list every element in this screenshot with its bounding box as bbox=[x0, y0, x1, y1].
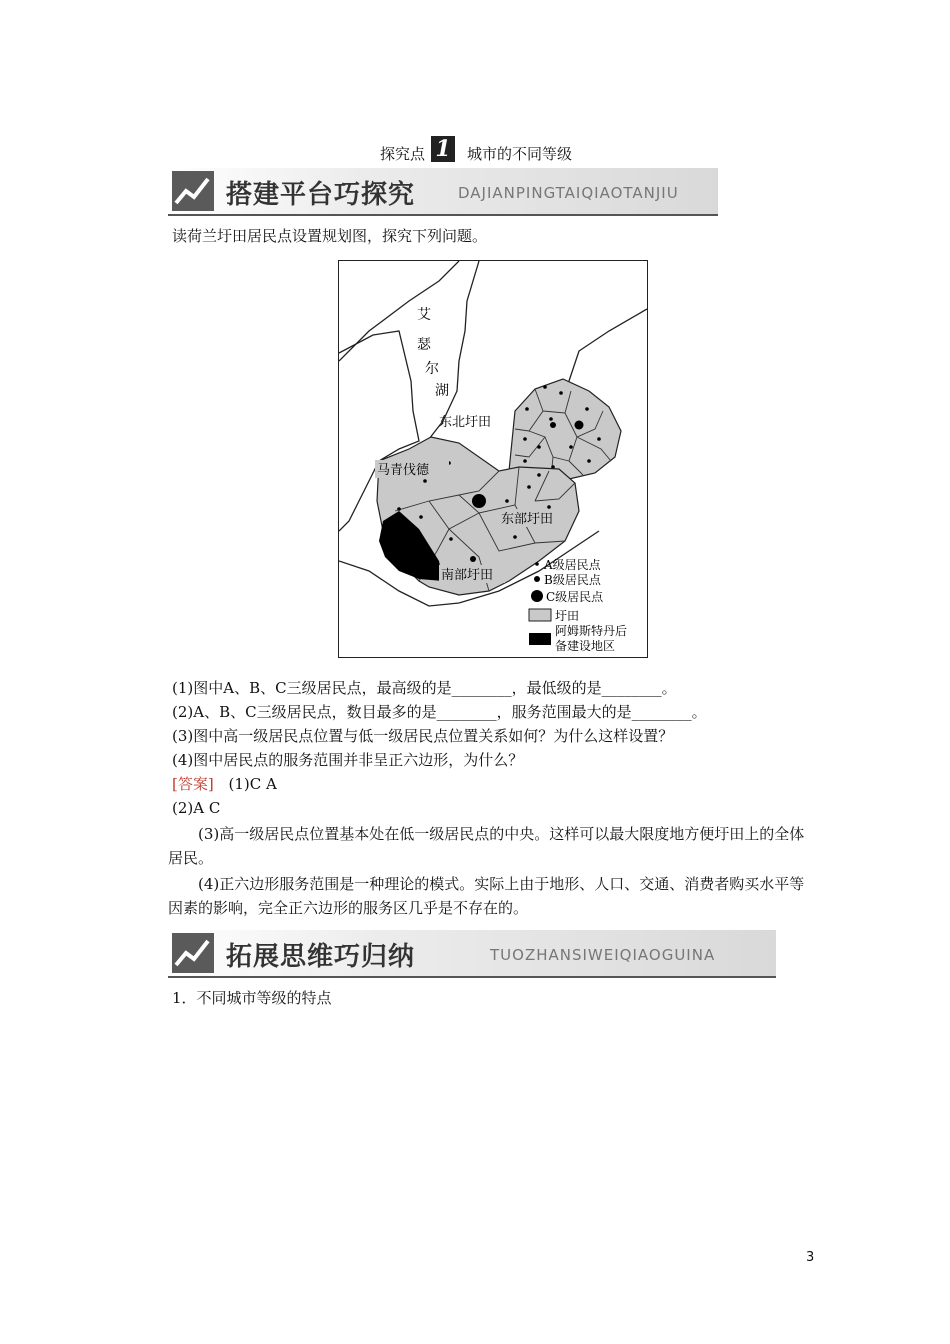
topic-prefix: 探究点 bbox=[380, 144, 426, 163]
legend-c: C级居民点 bbox=[546, 590, 604, 604]
chart-trend-icon bbox=[172, 933, 214, 973]
section-banner-explore bbox=[168, 168, 718, 216]
chart-trend-icon bbox=[172, 171, 214, 211]
map-legend bbox=[529, 557, 627, 653]
lake-char-1: 艾 bbox=[417, 307, 431, 323]
region-label-northeast: 东北圩田 bbox=[439, 415, 492, 430]
region-label-east: 东部圩田 bbox=[501, 512, 554, 527]
answer-1-line bbox=[172, 772, 812, 796]
section-1-heading: 1．不同城市等级的特点 bbox=[172, 989, 332, 1007]
legend-a: A级居民点 bbox=[544, 558, 601, 572]
lake-char-2: 瑟 bbox=[417, 337, 431, 353]
region-label-west: 马青伐德 bbox=[377, 463, 430, 478]
answer-2: (2)A C bbox=[172, 799, 221, 817]
topic-title: 城市的不同等级 bbox=[467, 144, 573, 163]
page-number: 3 bbox=[806, 1250, 815, 1265]
answer-tag: [答案] bbox=[172, 775, 214, 793]
legend-polder: 圩田 bbox=[555, 609, 580, 623]
coastline-lake-east bbox=[429, 261, 479, 439]
banner-title: 拓展思维巧归纳 bbox=[226, 942, 416, 972]
lake-char-4: 湖 bbox=[435, 383, 449, 399]
answer-1: (1)C A bbox=[228, 775, 277, 793]
answer-3: (3)高一级居民点位置基本处在低一级居民点的中央。这样可以最大限度地方便圩田上的全体居民。 bbox=[168, 825, 805, 867]
section-banner-summary bbox=[168, 930, 776, 978]
lake-char-3: 尔 bbox=[425, 361, 439, 377]
question-2: (2)A、B、C三级居民点，数目最多的是________，服务范围最大的是________。 bbox=[172, 703, 707, 721]
polder-settlement-map bbox=[338, 260, 648, 658]
region-label-south: 南部圩田 bbox=[441, 568, 494, 583]
answer-4: (4)正六边形服务范围是一种理论的模式。实际上由于地形、人口、交通、消费者购买水平等因素的影响，完全正六边形的服务区几乎是不存在的。 bbox=[168, 875, 805, 917]
legend-amsterdam-1: 阿姆斯特丹后 bbox=[555, 624, 628, 638]
banner-subtitle: TUOZHANSIWEIQIAOGUINA bbox=[490, 946, 716, 964]
intro-text: 读荷兰圩田居民点设置规划图，探究下列问题。 bbox=[172, 227, 488, 245]
questions-block bbox=[172, 676, 812, 820]
banner-title: 搭建平台巧探究 bbox=[226, 180, 416, 210]
topic-heading bbox=[380, 136, 573, 166]
coastline-north bbox=[339, 261, 459, 361]
question-3: (3)图中高一级居民点位置与低一级居民点位置关系如何？为什么这样设置？ bbox=[172, 727, 674, 745]
polder-northeast bbox=[509, 379, 621, 479]
topic-number-badge: 1 bbox=[431, 136, 455, 162]
question-4: (4)图中居民点的服务范围并非呈正六边形，为什么？ bbox=[172, 751, 524, 769]
banner-subtitle: DAJIANPINGTAIQIAOTANJIU bbox=[458, 184, 679, 202]
question-1: (1)图中A、B、C三级居民点，最高级的是________，最低级的是________。 bbox=[172, 679, 677, 697]
legend-b: B级居民点 bbox=[544, 573, 601, 587]
legend-amsterdam-2: 备建设地区 bbox=[555, 639, 616, 653]
